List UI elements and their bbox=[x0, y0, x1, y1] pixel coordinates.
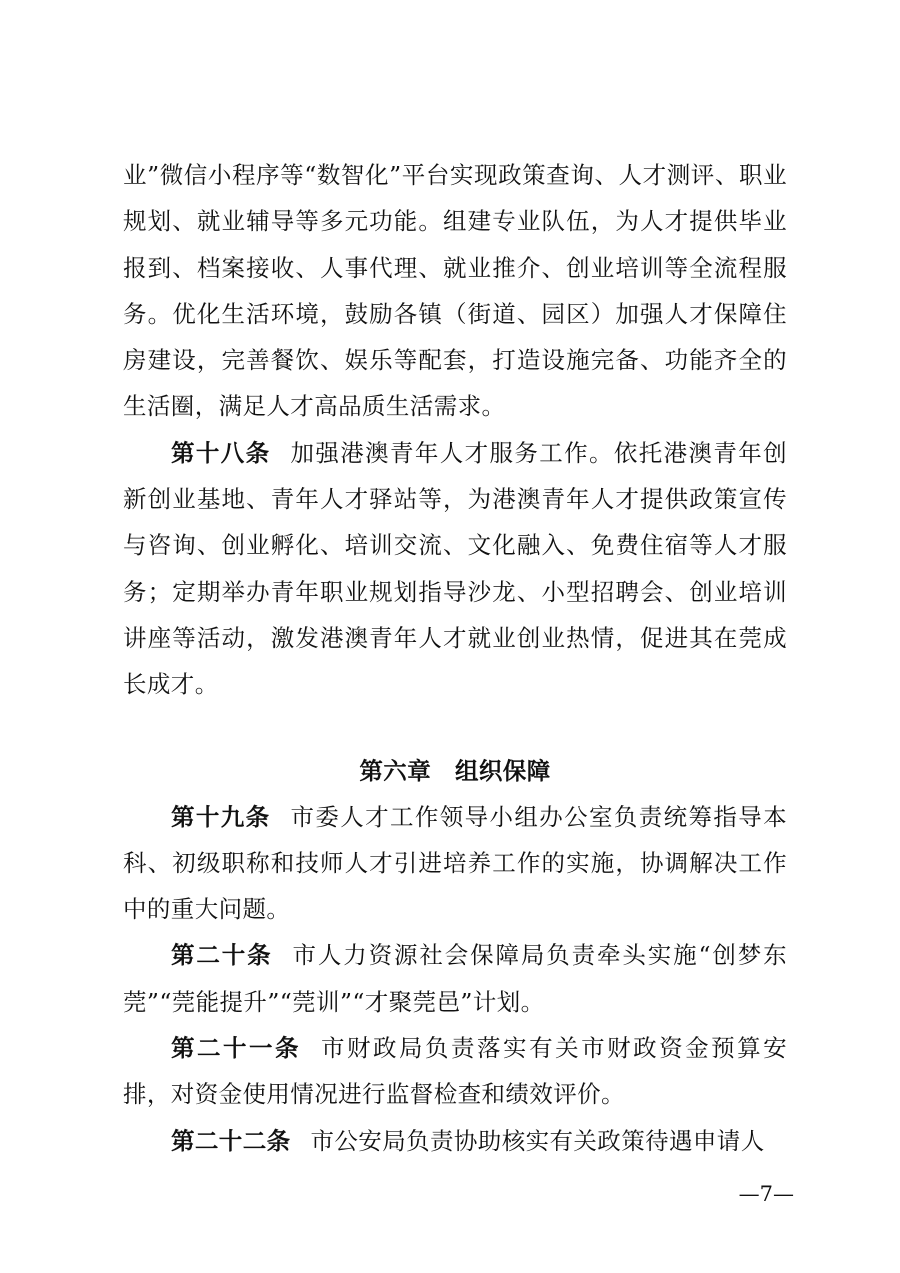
article-number: 第二十一条 bbox=[171, 1034, 302, 1063]
article-text: 市财政局负责落实有关市财政资金预算安排，对资金使用情况进行监督检查和绩效评价。 bbox=[123, 1034, 788, 1109]
document-page bbox=[123, 152, 787, 1164]
article-number: 第十九条 bbox=[171, 802, 271, 831]
page-number: —7— bbox=[738, 1182, 794, 1206]
article-22 bbox=[123, 1118, 787, 1164]
article-20 bbox=[123, 932, 787, 1025]
article-text: 加强港澳青年人才服务工作。依托港澳青年创新创业基地、青年人才驿站等，为港澳青年人才提供政策宣传与咨询、创业孵化、培训交流、文化融入、免费住宿等人才服务；定期举办青年职业规划指导沙龙、小型招聘会、创业培训讲座等活动，激发港澳青年人才就业创业热情，促进其在莞成长成才。 bbox=[123, 438, 787, 699]
article-number: 第二十二条 bbox=[171, 1126, 291, 1155]
article-text: 市人力资源社会保障局负责牵头实施“创梦东莞”“莞能提升”“莞训”“才聚莞邑”计划。 bbox=[123, 941, 787, 1016]
article-21 bbox=[123, 1025, 787, 1118]
article-text: 市委人才工作领导小组办公室负责统筹指导本科、初级职称和技师人才引进培养工作的实施，协调解决工作中的重大问题。 bbox=[123, 802, 787, 924]
article-19 bbox=[123, 794, 787, 933]
article-number: 第二十条 bbox=[171, 941, 273, 970]
article-18 bbox=[123, 430, 787, 708]
article-number: 第十八条 bbox=[171, 438, 271, 467]
paragraph-continued: 业”微信小程序等“数智化”平台实现政策查询、人才测评、职业规划、就业辅导等多元功能。组建专业队伍，为人才提供毕业报到、档案接收、人事代理、就业推介、创业培训等全流程服务。优化生活环境，鼓励各镇（街道、园区）加强人才保障住房建设，完善餐饮、娱乐等配套，打造设施完备、功能齐全的生活圈，满足人才高品质生活需求。 bbox=[123, 161, 787, 421]
article-text: 市公安局负责协助核实有关政策待遇申请人 bbox=[310, 1126, 765, 1155]
chapter-title: 第六章 组织保障 bbox=[359, 756, 551, 785]
